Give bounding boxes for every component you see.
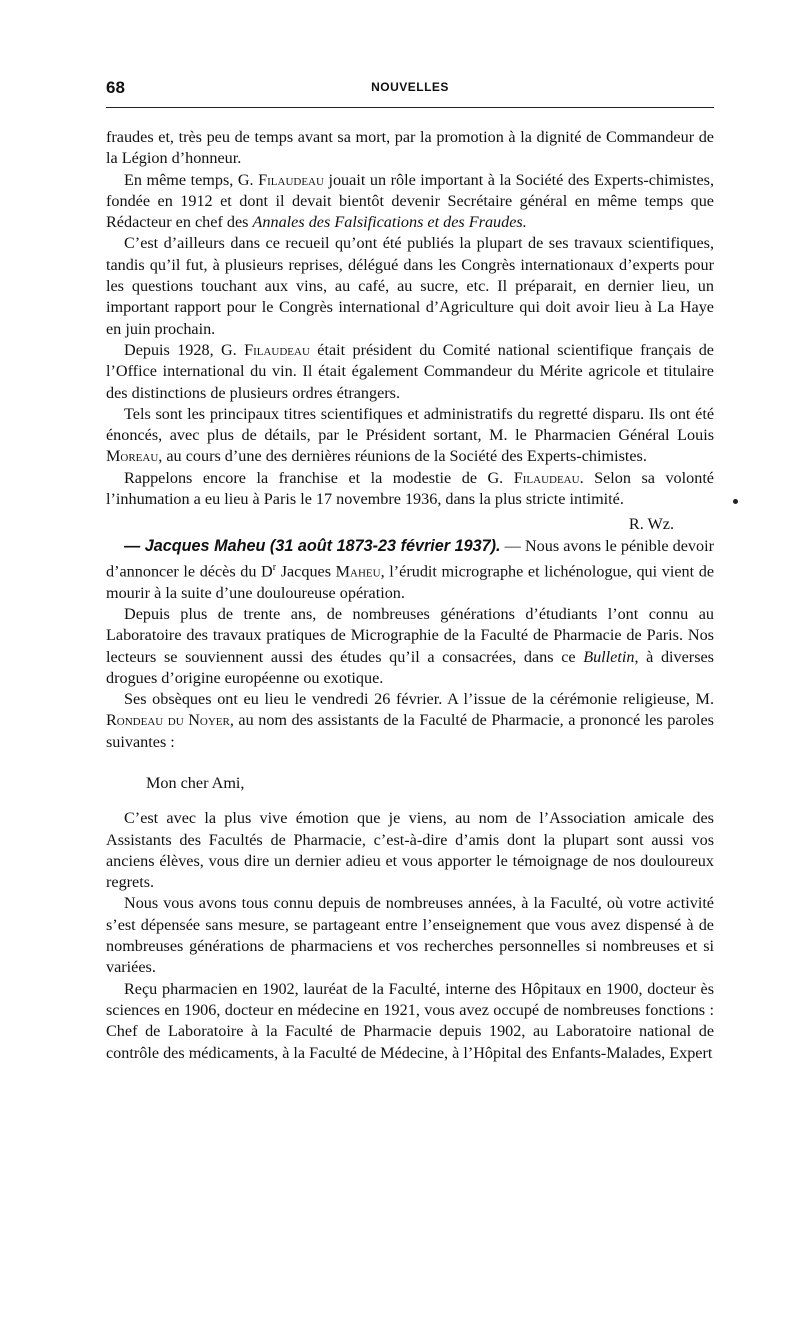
article-body [106,127,714,1064]
person-name: Moreau [106,447,159,466]
paragraph: Ses obsèques ont eu lieu le vendredi 26 février. A l’issue de la cérémonie religieuse, M. Rondeau du Noyer, au nom des assistants de la Faculté de Pharmacie, a prononcé les paroles suivantes : [106,690,714,751]
person-name: Filaudeau [513,468,580,487]
paragraph: Depuis 1928, G. Filaudeau était président du Comité national scientifique français de l’Office international du vin. Il était également Commandeur du Mérite agricole et titulaire des distinctions de plusieurs ordres étrangers. [106,340,714,402]
letter-paragraph: C’est avec la plus vive émotion que je viens, au nom de l’Association amicale des Assistants des Facultés de Pharmacie, c’est-à-dire d’amis dont la plupart sont aussi vos anciens élèves, vous dire un dernier adieu et vous apporter le témoignage de nos douloureux regrets. [106,809,714,892]
person-name: Maheu [335,562,381,581]
page-header [106,78,714,102]
obituary-heading: — Jacques Maheu (31 août 1873-23 février 1937). [124,536,501,555]
person-name: Filaudeau [244,340,310,359]
person-name: Rondeau du Noyer [106,711,230,730]
journal-title: Bulletin [583,647,635,666]
paragraph: Tels sont les principaux titres scientifiques et administratifs du regretté disparu. Ils ont été énoncés, avec plus de détails, par le Président sortant, M. le Pharmacien Général Louis Moreau, au cours d’une des dernières réunions de la Société des Experts-chimistes. [106,404,714,466]
paragraph: — Jacques Maheu (31 août 1873-23 février 1937). — Nous avons le pénible devoir d’annoncer le décès du $D^r$ Jacques Maheu, l’érudit micrographe et lichénologue, qui vient de mourir à la suite d’une douloureuse opération. [106,536,715,602]
header-rule [106,107,714,108]
author-signature: R. Wz. [628,515,674,534]
running-title: NOUVELLES [371,80,449,94]
letter-salutation: Mon cher Ami, [146,774,245,792]
letter-paragraph: Reçu pharmacien en 1902, lauréat de la Faculté, interne des Hôpitaux en 1900, docteur ès sciences en 1906, docteur en médecine en 1921, vous avez occupé de nombreuses fonctions : Chef de Laboratoire à la Faculté de Pharmacie depuis 1902, au Laboratoire national de contrôle des médicaments, à la Faculté de Médecine, à l’Hôpital des Enfants-Malades, Expert [106,979,714,1062]
paragraph: fraudes et, très peu de temps avant sa mort, par la promotion à la dignité de Commandeur de la Légion d’honneur. [106,128,714,168]
journal-title: Annales des Falsifications et des Fraudes. [252,213,527,232]
paragraph: En même temps, G. Filaudeau jouait un rôle important à la Société des Experts-chimistes, fondée en 1912 et dont il devait bientôt devenir Secrétaire général en même temps que Rédacteur en chef des Annales des Falsifications et des Fraudes. [106,170,714,232]
margin-dot [733,499,738,504]
paragraph: Rappelons encore la franchise et la modestie de G. Filaudeau. Selon sa volonté l’inhumation a eu lieu à Paris le 17 novembre 1936, dans la plus stricte intimité. [106,468,714,509]
page-number: 68 [106,78,125,97]
paragraph: Depuis plus de trente ans, de nombreuses générations d’étudiants l’ont connu au Laboratoire des travaux pratiques de Micrographie de la Faculté de Pharmacie de Paris. Nos lecteurs se souviennent aussi des études qu’il a consacrées, dans ce Bulletin, à diverses drogues d’origine européenne ou exotique. [106,604,714,687]
letter-paragraph: Nous vous avons tous connu depuis de nombreuses années, à la Faculté, où votre activité s’est dépensée sans mesure, se partageant entre l’enseignement que vous avez dispensé à de nombreuses générations de pharmaciens et vos recherches personnelles si nombreuses et si variées. [106,894,714,977]
person-name: Filaudeau [258,170,324,189]
paragraph: C’est d’ailleurs dans ce recueil qu’ont été publiés la plupart de ses travaux scientifiques, tandis qu’il fut, à plusieurs reprises, délégué dans les Congrès internationaux d’experts pour les questions touchant aux vins, au café, au sucre, etc. Il préparait, en dernier lieu, un important rapport pour le Congrès international d’Agriculture qui doit avoir lieu à La Haye en juin prochain. [106,234,714,338]
